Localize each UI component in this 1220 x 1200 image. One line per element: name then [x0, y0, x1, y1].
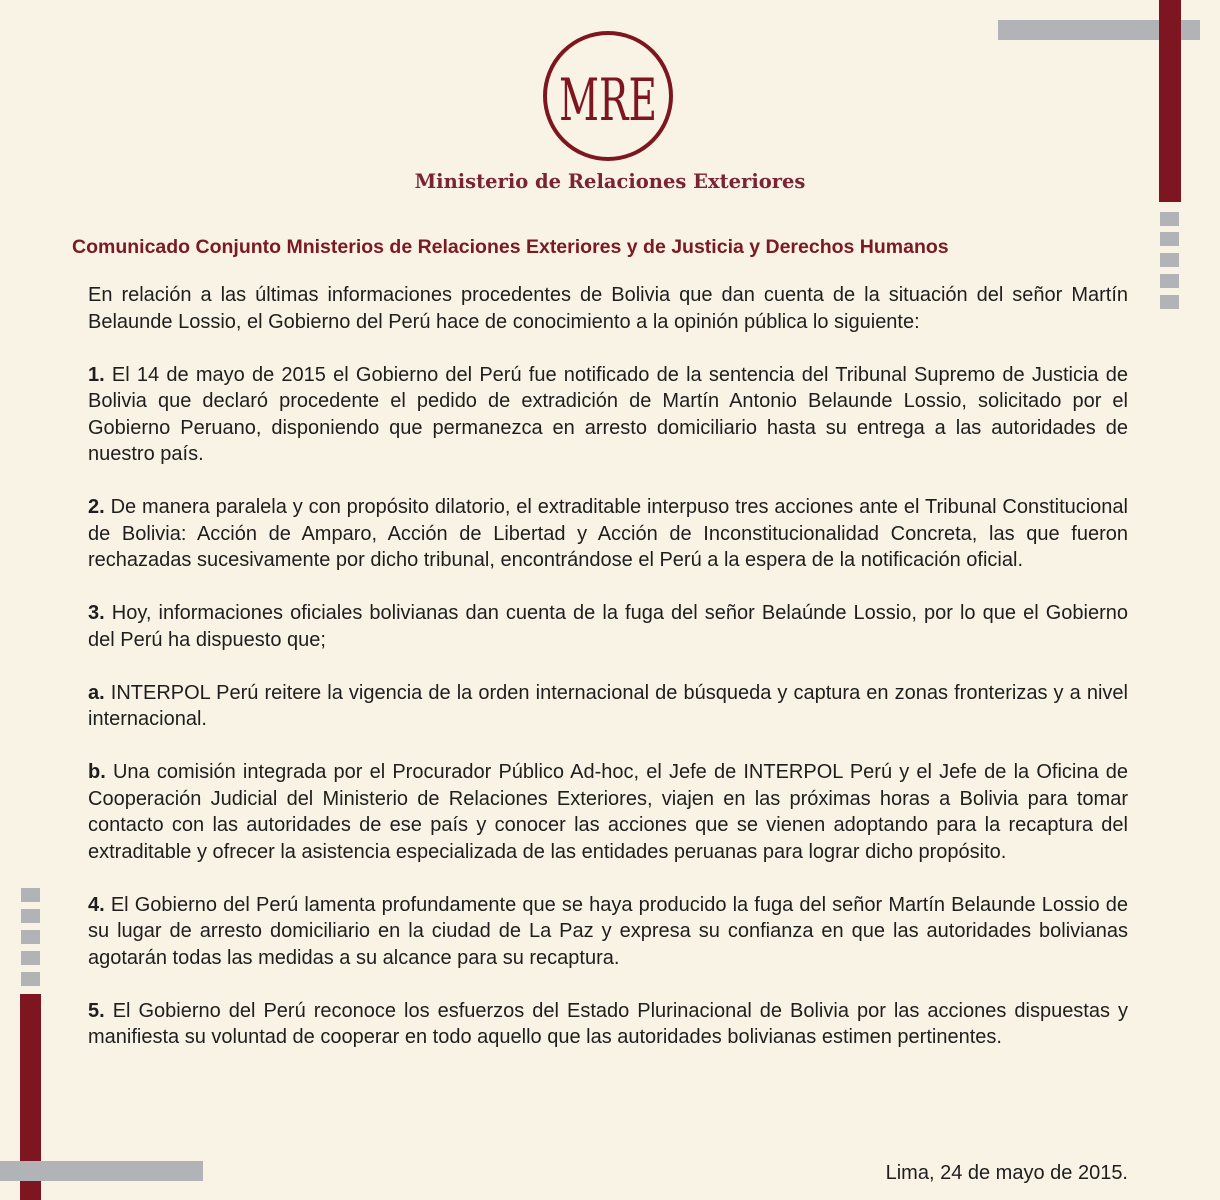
item-label: a.	[88, 681, 105, 704]
right-square	[1160, 212, 1179, 226]
item-text: El 14 de mayo de 2015 el Gobierno del Perú fue notificado de la sentencia del Tribunal Supremo de Justicia de Bolivia que declaró procedente el pedido de extradición de Martín Antonio Belaunde Lossio, solicitado por el Gobierno Peruano, disponiendo que permanezca en arresto domiciliario hasta su entrega a las autoridades de nuestro país.	[88, 363, 1128, 465]
item-paragraph	[88, 600, 1128, 653]
left-square	[21, 930, 40, 944]
item-label: b.	[88, 761, 106, 783]
communique-body	[88, 282, 1128, 1077]
item-text: INTERPOL Perú reitere la vigencia de la orden internacional de búsqueda y captura en zonas fronterizas y a nivel internacional.	[88, 681, 1128, 730]
ministry-name: Ministerio de Relaciones Exteriores	[414, 170, 806, 193]
communique-title: Comunicado Conjunto Mnisterios de Relaciones Exteriores y de Justicia y Derechos Humanos	[72, 236, 949, 258]
item-label: 2.	[88, 496, 105, 518]
left-square	[21, 888, 40, 902]
item-text: De manera paralela y con propósito dilatorio, el extraditable interpuso tres acciones ante el Tribunal Constitucional de Bolivia: Acción de Amparo, Acción de Libertad y Acción de Inconstitucionalidad Concreta, las que fueron rechazadas sucesivamente por dicho tribunal, encontrándose el Perú a la espera de la notificación oficial.	[88, 496, 1128, 571]
bottom-left-gray-bar	[0, 1161, 203, 1181]
right-square	[1160, 295, 1179, 309]
item-paragraph	[88, 362, 1128, 468]
logo-monogram: MRE	[559, 66, 657, 134]
left-square	[21, 951, 40, 965]
left-square	[21, 972, 40, 986]
item-paragraph	[88, 998, 1128, 1051]
item-label: 1.	[88, 363, 105, 386]
right-square	[1160, 274, 1179, 288]
item-text: El Gobierno del Perú lamenta profundamente que se haya producido la fuga del señor Martín Belaunde Lossio de su lugar de arresto domiciliario en la ciudad de La Paz y expresa su confianza en que las autoridades bolivianas agotarán todas las medidas a su alcance para su recaptura.	[88, 893, 1128, 969]
right-square	[1160, 253, 1179, 267]
item-paragraph	[88, 494, 1128, 574]
item-text: Una comisión integrada por el Procurador Público Ad-hoc, el Jefe de INTERPOL Perú y el Jefe de la Oficina de Cooperación Judicial del Ministerio de Relaciones Exteriores, viajen en las próximas horas a Bolivia para tomar contacto con las autoridades de ese país y conocer las acciones que se vienen adoptando para la recaptura del extraditable y ofrecer la asistencia especializada de las entidades peruanas para lograr dicho propósito.	[88, 761, 1129, 863]
right-square	[1160, 232, 1179, 246]
item-label: 3.	[88, 602, 105, 624]
mre-emblem-icon	[540, 28, 676, 164]
item-text: El Gobierno del Perú reconoce los esfuerzos del Estado Plurinacional de Bolivia por las acciones dispuestas y manifiesta su voluntad de cooperar en todo aquello que las autoridades bolivianas estimen pertinentes.	[88, 999, 1128, 1048]
item-paragraph	[88, 892, 1128, 972]
item-paragraph	[88, 759, 1128, 865]
mre-logo	[540, 28, 676, 164]
item-paragraph	[88, 680, 1128, 733]
signature-date: Lima, 24 de mayo de 2015.	[885, 1162, 1128, 1184]
item-text: Hoy, informaciones oficiales bolivianas dan cuenta de la fuga del señor Belaúnde Lossio, por lo que el Gobierno del Perú ha dispuesto que;	[88, 602, 1128, 651]
item-label: 4.	[88, 893, 105, 916]
intro-paragraph: En relación a las últimas informaciones procedentes de Bolivia que dan cuenta de la situación del señor Martín Belaunde Lossio, el Gobierno del Perú hace de conocimiento a la opinión pública lo siguiente:	[88, 284, 1128, 333]
left-square	[21, 909, 40, 923]
item-label: 5.	[88, 999, 105, 1022]
